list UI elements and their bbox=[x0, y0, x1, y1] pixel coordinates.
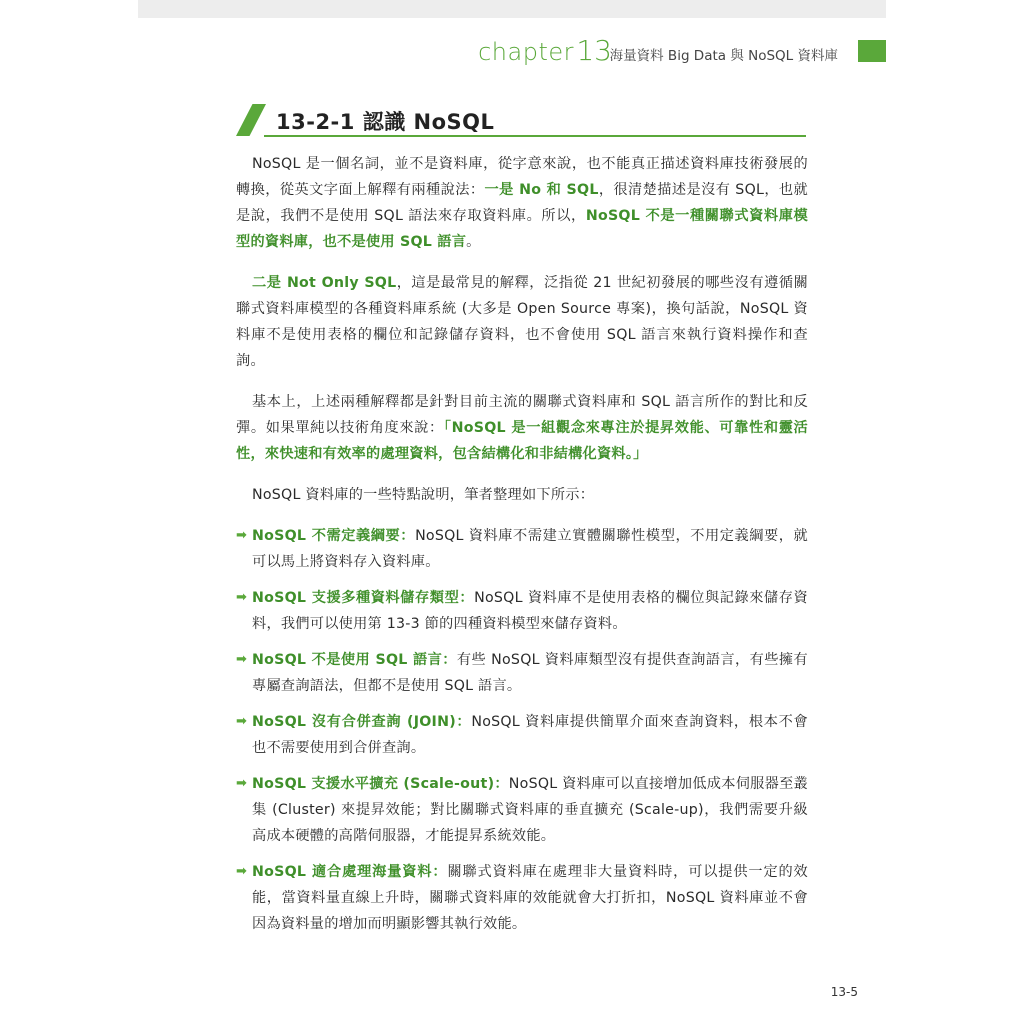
body-content bbox=[236, 151, 808, 947]
arrow-right-icon: ➡ bbox=[236, 714, 248, 729]
p1-highlight-1: 一是 No 和 SQL bbox=[484, 182, 599, 198]
section-slash-mark bbox=[236, 104, 266, 136]
list-item-term: NoSQL 支援多種資料儲存類型： bbox=[252, 590, 475, 606]
section-underline bbox=[264, 135, 806, 137]
list-item-term: NoSQL 適合處理海量資料： bbox=[252, 864, 448, 880]
chapter-label: chapter bbox=[478, 38, 574, 66]
chapter-number: 13 bbox=[576, 34, 612, 67]
list-item-term: NoSQL 沒有合併查詢 (JOIN)： bbox=[252, 714, 472, 730]
arrow-right-icon: ➡ bbox=[236, 652, 248, 667]
arrow-right-icon: ➡ bbox=[236, 864, 248, 879]
arrow-right-icon: ➡ bbox=[236, 528, 248, 543]
list-item-term: NoSQL 不是使用 SQL 語言： bbox=[252, 652, 457, 668]
list-item-text: NoSQL 資料庫提供簡單介面來查詢資料，根本不會也不需要使用到合併查詢。 bbox=[252, 714, 808, 756]
p1-text-e: 。 bbox=[466, 234, 481, 250]
page-header bbox=[138, 36, 886, 68]
arrow-right-icon: ➡ bbox=[236, 590, 248, 605]
section-title: 13-2-1 認識 NoSQL bbox=[276, 110, 495, 134]
chapter-marker-block bbox=[858, 40, 886, 62]
list-item-text: 關聯式資料庫在處理非大量資料時，可以提供一定的效能，當資料量直線上升時，關聯式資料庫的效能就會大打折扣，NoSQL 資料庫並不會因為資料量的增加而明顯影響其執行效能。 bbox=[252, 864, 808, 932]
list-item bbox=[236, 647, 808, 699]
p2-text: ，這是最常見的解釋，泛指從 21 世紀初發展的哪些沒有遵循關聯式資料庫模型的各種資料庫系統 (大多是 Open Source 專案)，換句話說，NoSQL 資料庫不是使用表格的欄位和記錄儲存資料，也不會使用 SQL 語言來執行資料操作和查詢。 bbox=[236, 275, 809, 369]
top-band bbox=[138, 0, 886, 18]
feature-list bbox=[236, 523, 808, 937]
paragraph-2 bbox=[236, 270, 808, 374]
list-item-term: NoSQL 支援水平擴充 (Scale-out)： bbox=[252, 776, 509, 792]
list-item bbox=[236, 523, 808, 575]
paragraph-4 bbox=[236, 482, 808, 508]
chapter-title: 海量資料 Big Data 與 NoSQL 資料庫 bbox=[609, 48, 838, 64]
p3-highlight-quote: 「NoSQL 是一組觀念來專注於提昇效能、可靠性和靈活性，來快速和有效率的處理資料，包含結構化和非結構化資料。」 bbox=[236, 420, 808, 462]
section-heading bbox=[236, 104, 806, 136]
p1-text-a: NoSQL 是一個名詞，並不是資料庫，從字意來說，也不能真正描述資料庫技術發展的轉換，從英文字面上解釋有兩種說法： bbox=[236, 156, 808, 198]
list-item bbox=[236, 585, 808, 637]
paragraph-1 bbox=[236, 151, 808, 255]
list-item bbox=[236, 771, 808, 849]
p2-highlight: 二是 Not Only SQL bbox=[252, 275, 397, 291]
list-item-text: NoSQL 資料庫不需建立實體關聯性模型，不用定義綱要，就可以馬上將資料存入資料庫。 bbox=[252, 528, 808, 570]
list-item-text: NoSQL 資料庫可以直接增加低成本伺服器至叢集 (Cluster) 來提昇效能；對比關聯式資料庫的垂直擴充 (Scale-up)，我們需要升級高成本硬體的高階伺服器，才能提昇系統效能。 bbox=[252, 776, 808, 844]
p1-highlight-2: NoSQL 不是一種關聯式資料庫模型的資料庫，也不是使用 SQL 語言 bbox=[236, 208, 808, 250]
arrow-right-icon: ➡ bbox=[236, 776, 248, 791]
p4-text: NoSQL 資料庫的一些特點說明，筆者整理如下所示： bbox=[252, 487, 595, 503]
list-item bbox=[236, 859, 808, 937]
list-item-text: 有些 NoSQL 資料庫類型沒有提供查詢語言，有些擁有專屬查詢語法，但都不是使用 SQL 語言。 bbox=[252, 652, 808, 694]
list-item bbox=[236, 709, 808, 761]
paragraph-3 bbox=[236, 389, 808, 467]
list-item-term: NoSQL 不需定義綱要： bbox=[252, 528, 416, 544]
list-item-text: NoSQL 資料庫不是使用表格的欄位與記錄來儲存資料，我們可以使用第 13-3 節的四種資料模型來儲存資料。 bbox=[252, 590, 808, 632]
page-number: 13-5 bbox=[830, 985, 858, 999]
p1-text-c: ，很清楚描述是沒有 SQL，也就是說，我們不是使用 SQL 語法來存取資料庫。所以， bbox=[236, 182, 808, 224]
p3-text: 基本上，上述兩種解釋都是針對目前主流的關聯式資料庫和 SQL 語言所作的對比和反彈。如果單純以技術角度來說： bbox=[236, 394, 808, 436]
